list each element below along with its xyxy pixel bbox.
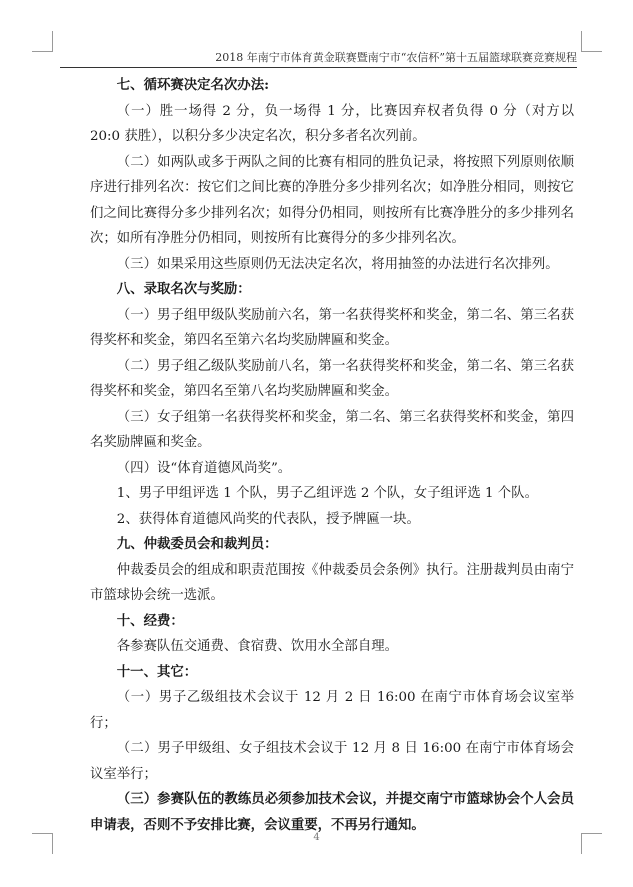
section-8-paragraph-5: 1、男子甲组评选 1 个队，男子乙组评选 2 个队，女子组评选 1 个队。: [116, 486, 538, 501]
section-7-paragraph-3: （三）如果采用这些原则仍无法决定名次，将用抽签的办法进行名次排列。: [116, 256, 559, 272]
section-8-paragraph-2: （二）男子组乙级队奖励前八名，第一名获得奖杯和奖金，第二名、第三名获得奖杯和奖金，第四名至第八名均奖励牌匾和奖金。: [90, 358, 574, 399]
section-8-paragraph-4: （四）设“体育道德风尚奖”。: [116, 460, 292, 476]
section-11-paragraph-3: （三）参赛队伍的教练员必须参加技术会议，并提交南宁市篮球协会个人会员申请表，否则不予安排比赛，会议重要，不再另行通知。: [90, 791, 574, 833]
section-8-paragraph-6: 2、获得体育道德风尚奖的代表队，授予牌匾一块。: [116, 511, 420, 527]
section-11-paragraph-2: （二）男子甲级组、女子组技术会议于 12 月 8 日 16:00 在南宁市体育场会议室举行；: [90, 741, 574, 782]
section-9-paragraph-1: 仲裁委员会的组成和职责范围按《仲裁委员会条例》执行。注册裁判员由南宁市篮球协会统一选派。: [90, 562, 574, 603]
section-7-paragraph-1: （一）胜一场得 2 分，负一场得 1 分，比赛因弃权者负得 0 分（对方以 20:0 获胜），以积分多少决定名次，积分多者名次列前。: [90, 103, 574, 144]
section-8-heading: 八、录取名次与奖励：: [116, 281, 251, 297]
page-header: 2018 年南宁市体育黄金联赛暨南宁市“农信杯”第十五届篮球联赛竞赛规程: [60, 51, 577, 68]
section-8-paragraph-3: （三）女子组第一名获得奖杯和奖金，第二名、第三名获得奖杯和奖金，第四名奖励牌匾和奖金。: [90, 409, 574, 450]
section-9-heading: 九、仲裁委员会和裁判员：: [116, 536, 278, 552]
section-10-paragraph-1: 各参赛队伍交通费、食宿费、饮用水全部自理。: [116, 639, 398, 654]
section-10-heading: 十、经费：: [116, 612, 184, 629]
crop-mark-top-left: [32, 31, 53, 52]
section-7-heading: 七、循环赛决定名次办法:: [116, 77, 270, 93]
crop-mark-top-right: [581, 31, 602, 52]
page-number: 4: [313, 832, 320, 843]
document-body: [90, 73, 574, 838]
section-11-paragraph-1: （一）男子乙级组技术会议于 12 月 2 日 16:00 在南宁市体育场会议室举行；: [90, 690, 574, 731]
section-7-paragraph-2: （二）如两队或多于两队之间的比赛有相同的胜负记录，将按照下列原则依顺序进行排列名次：按它们之间比赛的净胜分多少排列名次；如净胜分相同，则按它们之间比赛得分多少排列名次；如得分仍相同，则按所有比赛净胜分的多少排列名次；如所有净胜分仍相同，则按所有比赛得分的多少排列名次。: [90, 154, 574, 246]
section-8-paragraph-1: （一）男子组甲级队奖励前六名，第一名获得奖杯和奖金，第二名、第三名获得奖杯和奖金，第四名至第六名均奖励牌匾和奖金。: [90, 307, 574, 348]
section-11-heading: 十一、其它：: [116, 663, 198, 680]
